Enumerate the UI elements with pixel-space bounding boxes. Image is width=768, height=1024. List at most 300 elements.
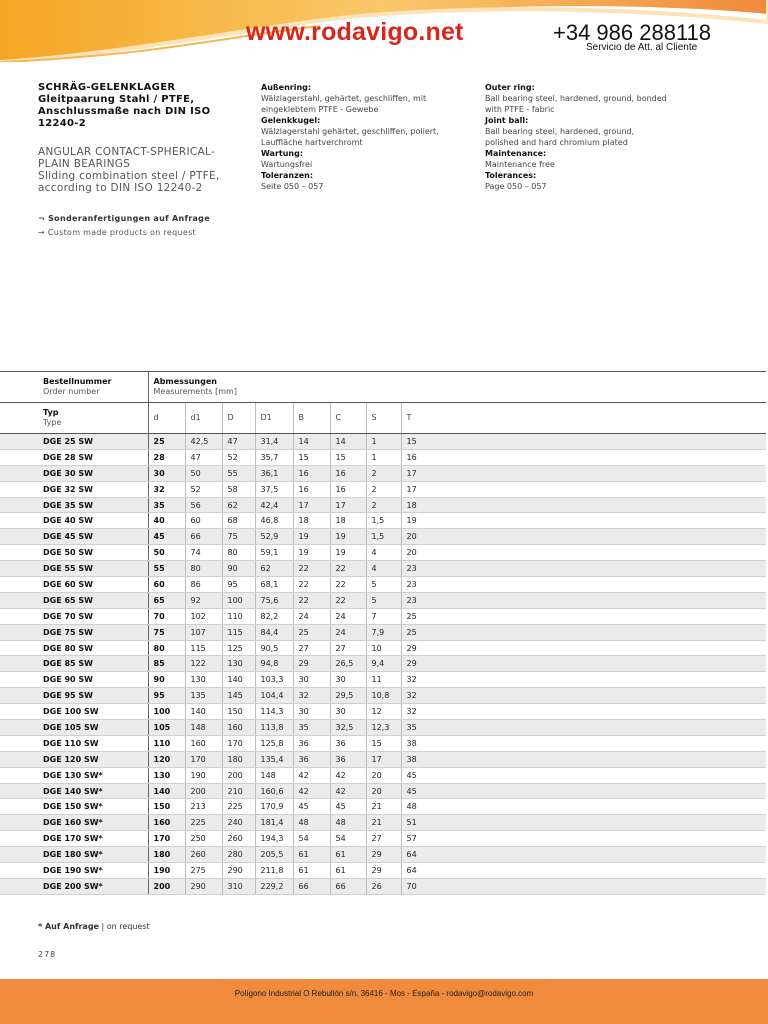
dimension-cell: 22 bbox=[330, 577, 366, 593]
dimension-cell: 22 bbox=[330, 592, 366, 608]
dimension-cell: 104,4 bbox=[255, 688, 293, 704]
dimension-cell: 84,4 bbox=[255, 624, 293, 640]
dimension-cell: 27 bbox=[330, 640, 366, 656]
footer-address: Polígono Industrial O Rebullón s/n. 36416 - Mos - España - rodavigo@rodavigo.com bbox=[234, 989, 534, 998]
dimension-cell: 15 bbox=[330, 449, 366, 465]
dimension-cell: 1 bbox=[366, 434, 401, 450]
order-number-header: Bestellnummer Order number bbox=[38, 372, 148, 403]
table-row bbox=[0, 815, 766, 831]
dimension-cell: 68,1 bbox=[255, 577, 293, 593]
table-row bbox=[0, 878, 766, 894]
dimension-cell: 25 bbox=[293, 624, 330, 640]
dimension-cell: 90 bbox=[222, 561, 255, 577]
order-number-cell: DGE 85 SW bbox=[38, 656, 148, 672]
dimension-cell: 260 bbox=[222, 831, 255, 847]
spec-label: Tolerances: bbox=[485, 171, 537, 180]
dimension-cell: 1,5 bbox=[366, 513, 401, 529]
dimension-cell: 42 bbox=[293, 767, 330, 783]
dimension-cell: 37,5 bbox=[255, 481, 293, 497]
dimension-cell: 75 bbox=[148, 624, 185, 640]
dimension-cell: 130 bbox=[222, 656, 255, 672]
order-number-cell: DGE 30 SW bbox=[38, 465, 148, 481]
dimension-cell: 92 bbox=[185, 592, 222, 608]
dimension-cell: 7 bbox=[366, 608, 401, 624]
dimension-cell: 46,8 bbox=[255, 513, 293, 529]
order-number-cell: DGE 200 SW* bbox=[38, 878, 148, 894]
dimension-cell: 29,5 bbox=[330, 688, 366, 704]
table-row bbox=[0, 624, 766, 640]
dimension-cell: 4 bbox=[366, 561, 401, 577]
dimension-cell: 55 bbox=[222, 465, 255, 481]
dimension-cell: 20 bbox=[401, 529, 766, 545]
dimension-cell: 16 bbox=[293, 481, 330, 497]
table-row bbox=[0, 481, 766, 497]
table-row bbox=[0, 545, 766, 561]
dimension-cell: 170,9 bbox=[255, 799, 293, 815]
dimension-cell: 36 bbox=[330, 751, 366, 767]
dimension-cell: 27 bbox=[366, 831, 401, 847]
dimension-cell: 60 bbox=[148, 577, 185, 593]
dimension-cell: 17 bbox=[401, 481, 766, 497]
dimension-cell: 45 bbox=[330, 799, 366, 815]
dimension-cell: 80 bbox=[148, 640, 185, 656]
spec-text: Seite 050 – 057 bbox=[261, 182, 324, 191]
spec-label: Toleranzen: bbox=[261, 171, 314, 180]
dimension-cell: 17 bbox=[293, 497, 330, 513]
spec-text: Ball bearing steel, hardened, ground, bbox=[485, 127, 635, 136]
dimension-cell: 30 bbox=[330, 672, 366, 688]
dimension-cell: 2 bbox=[366, 481, 401, 497]
dimension-cell: 22 bbox=[330, 561, 366, 577]
dimension-cell: 103,3 bbox=[255, 672, 293, 688]
spec-label: Joint ball: bbox=[485, 116, 529, 125]
table-row bbox=[0, 608, 766, 624]
dimension-cell: 90 bbox=[148, 672, 185, 688]
table-row bbox=[0, 672, 766, 688]
spec-text: Wälzlagerstahl gehärtet, geschliffen, poliert, bbox=[261, 127, 439, 136]
dimension-cell: 32 bbox=[401, 688, 766, 704]
table-row bbox=[0, 767, 766, 783]
dimension-cell: 7,9 bbox=[366, 624, 401, 640]
title-en-line: ANGULAR CONTACT-SPHERICAL- bbox=[38, 146, 216, 158]
dimension-cell: 122 bbox=[185, 656, 222, 672]
dimension-cell: 17 bbox=[330, 497, 366, 513]
column-header: B bbox=[293, 403, 330, 434]
dimension-cell: 180 bbox=[148, 847, 185, 863]
dimension-cell: 35 bbox=[293, 720, 330, 736]
dimension-cell: 57 bbox=[401, 831, 766, 847]
dimension-cell: 17 bbox=[366, 751, 401, 767]
table-row bbox=[0, 561, 766, 577]
table-row bbox=[0, 465, 766, 481]
dimension-cell: 25 bbox=[401, 608, 766, 624]
dimension-cell: 14 bbox=[330, 434, 366, 450]
dimension-cell: 145 bbox=[222, 688, 255, 704]
page-number: 278 bbox=[38, 950, 57, 959]
dimension-cell: 21 bbox=[366, 799, 401, 815]
dimension-cell: 45 bbox=[401, 767, 766, 783]
table-row bbox=[0, 783, 766, 799]
column-header: T bbox=[401, 403, 766, 434]
dimension-cell: 62 bbox=[255, 561, 293, 577]
dimension-cell: 61 bbox=[330, 863, 366, 879]
dimension-cell: 225 bbox=[222, 799, 255, 815]
dimension-cell: 150 bbox=[148, 799, 185, 815]
dimension-cell: 11 bbox=[366, 672, 401, 688]
table-row bbox=[0, 799, 766, 815]
order-number-cell: DGE 180 SW* bbox=[38, 847, 148, 863]
dimension-cell: 35 bbox=[401, 720, 766, 736]
dimension-cell: 51 bbox=[401, 815, 766, 831]
dimension-cell: 29 bbox=[401, 656, 766, 672]
dimension-cell: 102 bbox=[185, 608, 222, 624]
dimension-cell: 160 bbox=[222, 720, 255, 736]
dimension-cell: 9,4 bbox=[366, 656, 401, 672]
footnote-de: * Auf Anfrage bbox=[38, 922, 99, 931]
dimension-cell: 1,5 bbox=[366, 529, 401, 545]
dimension-cell: 29 bbox=[401, 640, 766, 656]
dimension-cell: 42 bbox=[330, 767, 366, 783]
title-en-line: according to DIN ISO 12240-2 bbox=[38, 182, 203, 194]
dimension-cell: 23 bbox=[401, 592, 766, 608]
dimension-cell: 148 bbox=[185, 720, 222, 736]
dimension-cell: 19 bbox=[330, 545, 366, 561]
spec-label: Außenring: bbox=[261, 83, 312, 92]
dimension-cell: 74 bbox=[185, 545, 222, 561]
dimension-cell: 64 bbox=[401, 847, 766, 863]
spec-label: Outer ring: bbox=[485, 83, 535, 92]
dimension-cell: 38 bbox=[401, 751, 766, 767]
order-number-cell: DGE 170 SW* bbox=[38, 831, 148, 847]
column-header: S bbox=[366, 403, 401, 434]
order-number-cell: DGE 80 SW bbox=[38, 640, 148, 656]
dimension-cell: 61 bbox=[293, 863, 330, 879]
dimension-cell: 22 bbox=[293, 592, 330, 608]
table-row bbox=[0, 449, 766, 465]
spec-text: with PTFE - fabric bbox=[485, 105, 555, 114]
order-number-cell: DGE 105 SW bbox=[38, 720, 148, 736]
dimension-cell: 110 bbox=[222, 608, 255, 624]
dimension-cell: 275 bbox=[185, 863, 222, 879]
website-url[interactable]: www.rodavigo.net bbox=[246, 18, 464, 46]
dimension-cell: 48 bbox=[293, 815, 330, 831]
spec-label: Wartung: bbox=[261, 149, 304, 158]
dimension-cell: 31,4 bbox=[255, 434, 293, 450]
measurements-header: Abmessungen Measurements [mm] bbox=[148, 372, 766, 403]
customer-service-label: Servicio de Att. al Cliente bbox=[586, 42, 698, 53]
table-header-row bbox=[0, 372, 766, 403]
spec-label: Gelenkkugel: bbox=[261, 116, 321, 125]
dimension-cell: 135 bbox=[185, 688, 222, 704]
table-row bbox=[0, 592, 766, 608]
order-number-cell: DGE 65 SW bbox=[38, 592, 148, 608]
order-number-cell: DGE 25 SW bbox=[38, 434, 148, 450]
dimension-cell: 59,1 bbox=[255, 545, 293, 561]
dimension-cell: 30 bbox=[293, 704, 330, 720]
title-de-line: Gleitpaarung Stahl / PTFE, bbox=[38, 94, 195, 105]
column-header: D bbox=[222, 403, 255, 434]
dimension-cell: 48 bbox=[401, 799, 766, 815]
spec-text: Lauffläche hartverchromt bbox=[261, 138, 363, 147]
dimension-cell: 32 bbox=[401, 704, 766, 720]
dimension-cell: 32 bbox=[148, 481, 185, 497]
dimension-cell: 12,3 bbox=[366, 720, 401, 736]
dimension-cell: 160 bbox=[148, 815, 185, 831]
dimension-cell: 170 bbox=[185, 751, 222, 767]
dimension-cell: 54 bbox=[330, 831, 366, 847]
spec-text: Page 050 – 057 bbox=[485, 182, 547, 191]
dimension-cell: 35 bbox=[148, 497, 185, 513]
dimension-cell: 65 bbox=[148, 592, 185, 608]
dimension-cell: 16 bbox=[293, 465, 330, 481]
title-de-line: SCHRÄG-GELENKLAGER bbox=[38, 82, 176, 93]
dimension-cell: 32 bbox=[293, 688, 330, 704]
dimension-cell: 280 bbox=[222, 847, 255, 863]
dimension-cell: 19 bbox=[330, 529, 366, 545]
dimension-cell: 52 bbox=[222, 449, 255, 465]
dimension-cell: 19 bbox=[293, 529, 330, 545]
order-number-cell: DGE 160 SW* bbox=[38, 815, 148, 831]
dimension-cell: 16 bbox=[330, 481, 366, 497]
dimension-cell: 66 bbox=[185, 529, 222, 545]
spec-text: eingeklebtem PTFE - Gewebe bbox=[261, 105, 379, 114]
dimension-cell: 70 bbox=[401, 878, 766, 894]
table-row bbox=[0, 513, 766, 529]
dimension-cell: 115 bbox=[222, 624, 255, 640]
order-number-cell: DGE 100 SW bbox=[38, 704, 148, 720]
dimension-cell: 310 bbox=[222, 878, 255, 894]
spec-text: Wälzlagerstahl, gehärtet, geschliffen, mit bbox=[261, 94, 427, 103]
dimension-cell: 36 bbox=[293, 735, 330, 751]
dimension-cell: 205,5 bbox=[255, 847, 293, 863]
table-row bbox=[0, 847, 766, 863]
dimension-cell: 36 bbox=[330, 735, 366, 751]
dimension-cell: 10,8 bbox=[366, 688, 401, 704]
dimension-cell: 26,5 bbox=[330, 656, 366, 672]
dimension-cell: 140 bbox=[222, 672, 255, 688]
table-row bbox=[0, 577, 766, 593]
title-de-line: 12240-2 bbox=[38, 118, 86, 129]
table-row bbox=[0, 434, 766, 450]
dimension-cell: 48 bbox=[330, 815, 366, 831]
dimension-cell: 30 bbox=[330, 704, 366, 720]
dimension-cell: 27 bbox=[293, 640, 330, 656]
dimension-cell: 50 bbox=[148, 545, 185, 561]
dimension-cell: 194,3 bbox=[255, 831, 293, 847]
dimension-cell: 125,8 bbox=[255, 735, 293, 751]
dimension-cell: 135,4 bbox=[255, 751, 293, 767]
dimension-cell: 32,5 bbox=[330, 720, 366, 736]
dimension-cell: 114,3 bbox=[255, 704, 293, 720]
dimension-cell: 47 bbox=[185, 449, 222, 465]
dimension-cell: 28 bbox=[148, 449, 185, 465]
dimension-cell: 260 bbox=[185, 847, 222, 863]
column-header: D1 bbox=[255, 403, 293, 434]
dimension-cell: 170 bbox=[222, 735, 255, 751]
dimension-cell: 26 bbox=[366, 878, 401, 894]
dimension-cell: 35,7 bbox=[255, 449, 293, 465]
order-number-cell: DGE 150 SW* bbox=[38, 799, 148, 815]
order-number-cell: DGE 50 SW bbox=[38, 545, 148, 561]
dimension-cell: 25 bbox=[148, 434, 185, 450]
spec-text: polished and hard chromium plated bbox=[485, 138, 628, 147]
dimension-cell: 58 bbox=[222, 481, 255, 497]
dimension-cell: 200 bbox=[222, 767, 255, 783]
order-number-cell: DGE 55 SW bbox=[38, 561, 148, 577]
dimension-cell: 45 bbox=[401, 783, 766, 799]
dimension-cell: 115 bbox=[185, 640, 222, 656]
dimension-cell: 23 bbox=[401, 561, 766, 577]
dimension-cell: 52,9 bbox=[255, 529, 293, 545]
dimension-cell: 160 bbox=[185, 735, 222, 751]
order-number-cell: DGE 28 SW bbox=[38, 449, 148, 465]
order-number-cell: DGE 140 SW* bbox=[38, 783, 148, 799]
dimension-cell: 52 bbox=[185, 481, 222, 497]
dimension-cell: 42,4 bbox=[255, 497, 293, 513]
dimension-cell: 113,8 bbox=[255, 720, 293, 736]
dimension-cell: 29 bbox=[293, 656, 330, 672]
dimension-cell: 20 bbox=[401, 545, 766, 561]
dimension-cell: 82,2 bbox=[255, 608, 293, 624]
dimension-cell: 22 bbox=[293, 561, 330, 577]
table-row bbox=[0, 704, 766, 720]
dimension-cell: 42 bbox=[293, 783, 330, 799]
dimension-cell: 24 bbox=[330, 608, 366, 624]
dimension-cell: 290 bbox=[222, 863, 255, 879]
table-row bbox=[0, 497, 766, 513]
dimension-cell: 181,4 bbox=[255, 815, 293, 831]
dimension-cell: 18 bbox=[401, 497, 766, 513]
dimension-cell: 80 bbox=[185, 561, 222, 577]
dimension-cell: 54 bbox=[293, 831, 330, 847]
dimension-cell: 160,6 bbox=[255, 783, 293, 799]
spec-label: Maintenance: bbox=[485, 149, 547, 158]
dimension-cell: 29 bbox=[366, 863, 401, 879]
dimension-cell: 180 bbox=[222, 751, 255, 767]
footnote-en: | on request bbox=[101, 922, 150, 931]
dimension-cell: 15 bbox=[401, 434, 766, 450]
dimension-cell: 5 bbox=[366, 592, 401, 608]
dimension-cell: 85 bbox=[148, 656, 185, 672]
column-header: d bbox=[148, 403, 185, 434]
dimension-cell: 80 bbox=[222, 545, 255, 561]
dimension-cell: 38 bbox=[401, 735, 766, 751]
table-row bbox=[0, 751, 766, 767]
dimension-cell: 18 bbox=[330, 513, 366, 529]
order-number-cell: DGE 110 SW bbox=[38, 735, 148, 751]
title-en-line: Sliding combination steel / PTFE, bbox=[38, 170, 220, 182]
dimension-cell: 30 bbox=[293, 672, 330, 688]
dimension-cell: 42 bbox=[330, 783, 366, 799]
spec-text: Wartungsfrei bbox=[261, 160, 313, 169]
dimension-cell: 100 bbox=[222, 592, 255, 608]
dimension-cell: 200 bbox=[148, 878, 185, 894]
dimension-cell: 16 bbox=[401, 449, 766, 465]
order-number-cell: DGE 60 SW bbox=[38, 577, 148, 593]
dimension-cell: 107 bbox=[185, 624, 222, 640]
dimension-cell: 250 bbox=[185, 831, 222, 847]
dimension-cell: 140 bbox=[148, 783, 185, 799]
footnote bbox=[38, 922, 150, 931]
dimension-cell: 5 bbox=[366, 577, 401, 593]
dimension-cell: 4 bbox=[366, 545, 401, 561]
dimension-cell: 229,2 bbox=[255, 878, 293, 894]
dimension-cell: 100 bbox=[148, 704, 185, 720]
dimension-cell: 22 bbox=[293, 577, 330, 593]
dimension-cell: 290 bbox=[185, 878, 222, 894]
column-header: C bbox=[330, 403, 366, 434]
dimension-cell: 66 bbox=[293, 878, 330, 894]
order-number-cell: DGE 90 SW bbox=[38, 672, 148, 688]
order-number-cell: DGE 130 SW* bbox=[38, 767, 148, 783]
dimension-cell: 36,1 bbox=[255, 465, 293, 481]
dimension-cell: 94,8 bbox=[255, 656, 293, 672]
dimension-cell: 148 bbox=[255, 767, 293, 783]
table-column-row bbox=[0, 403, 766, 434]
title-english bbox=[38, 146, 248, 194]
footer-bar bbox=[0, 979, 768, 1024]
dimension-cell: 130 bbox=[148, 767, 185, 783]
dimension-cell: 24 bbox=[293, 608, 330, 624]
dimension-cell: 18 bbox=[293, 513, 330, 529]
order-number-cell: DGE 45 SW bbox=[38, 529, 148, 545]
title-en-line: PLAIN BEARINGS bbox=[38, 158, 131, 170]
order-number-cell: DGE 120 SW bbox=[38, 751, 148, 767]
dimension-cell: 61 bbox=[330, 847, 366, 863]
order-number-cell: DGE 32 SW bbox=[38, 481, 148, 497]
dimension-cell: 45 bbox=[293, 799, 330, 815]
dimension-cell: 190 bbox=[185, 767, 222, 783]
dimension-cell: 29 bbox=[366, 847, 401, 863]
spec-text: Ball bearing steel, hardened, ground, bonded bbox=[485, 94, 667, 103]
type-header: Typ Type bbox=[38, 403, 148, 434]
dimension-cell: 105 bbox=[148, 720, 185, 736]
table-row bbox=[0, 688, 766, 704]
dimension-cell: 75,6 bbox=[255, 592, 293, 608]
dimension-cell: 130 bbox=[185, 672, 222, 688]
dimension-cell: 61 bbox=[293, 847, 330, 863]
dimension-cell: 45 bbox=[148, 529, 185, 545]
dimension-cell: 68 bbox=[222, 513, 255, 529]
dimension-cell: 55 bbox=[148, 561, 185, 577]
note-german: ¬ Sonderanfertigungen auf Anfrage bbox=[38, 214, 210, 223]
dimension-cell: 64 bbox=[401, 863, 766, 879]
dimension-cell: 19 bbox=[401, 513, 766, 529]
dimension-cell: 12 bbox=[366, 704, 401, 720]
dimension-cell: 20 bbox=[366, 783, 401, 799]
dimension-cell: 10 bbox=[366, 640, 401, 656]
dimension-cell: 120 bbox=[148, 751, 185, 767]
table-row bbox=[0, 529, 766, 545]
dimension-cell: 150 bbox=[222, 704, 255, 720]
order-number-cell: DGE 40 SW bbox=[38, 513, 148, 529]
spec-text: Maintenance free bbox=[485, 160, 555, 169]
title-german bbox=[38, 82, 238, 130]
dimension-cell: 25 bbox=[401, 624, 766, 640]
dimension-cell: 47 bbox=[222, 434, 255, 450]
header-banner bbox=[0, 0, 768, 62]
dimension-cell: 2 bbox=[366, 497, 401, 513]
table-row bbox=[0, 720, 766, 736]
dimension-cell: 75 bbox=[222, 529, 255, 545]
dimension-cell: 62 bbox=[222, 497, 255, 513]
dimension-cell: 1 bbox=[366, 449, 401, 465]
order-number-cell: DGE 35 SW bbox=[38, 497, 148, 513]
dimension-cell: 66 bbox=[330, 878, 366, 894]
dimension-cell: 20 bbox=[366, 767, 401, 783]
dimension-cell: 95 bbox=[222, 577, 255, 593]
order-number-cell: DGE 190 SW* bbox=[38, 863, 148, 879]
